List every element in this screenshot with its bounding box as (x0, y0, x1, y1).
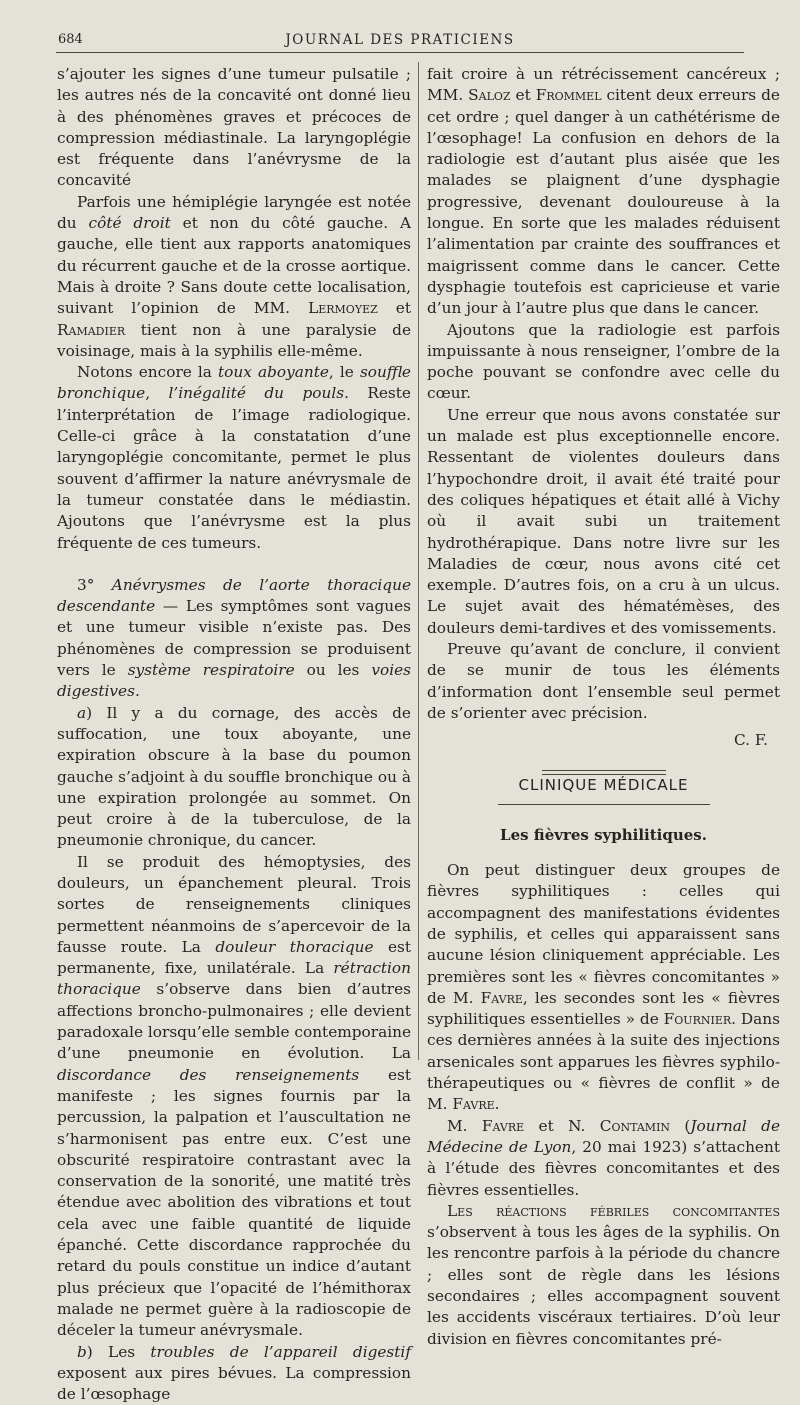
paragraph (427, 1201, 780, 1350)
text-run: fait croire à un rétrécissement cancéreux ; MM. (427, 65, 780, 105)
text-run: ) Les (86, 1342, 151, 1361)
paragraph-gap (57, 554, 411, 575)
text-run: s’ajouter les signes d’une tumeur pulsatile ; les autres nés de la concavité ont donné lieu à des phénomènes graves et précoces de compression médiastinale. La laryngoplégie est fréquente dans l’anévrysme de la concavité (57, 65, 411, 190)
text-run: est manifeste ; les signes fournis par la percussion, la palpation et l’auscultation ne s’harmonisent pas entre eux. C’est une obscurité respiratoire contrastant avec la conservation de la sonorité, une matité très étendue avec abolition des vibrations et tout cela avec une faible quantité de liquide épanché. Cette discordance rapprochée du retard du pouls constitue un indice d’autant plus précieux que l’opacité de l’hémithorax malade ne permet guère à la radioscopie de déceler la tumeur anévrysmale. (57, 1065, 411, 1340)
italic-text: Journal de Médecine de Lyon (427, 1116, 780, 1156)
italic-text: toux aboyante (218, 363, 329, 382)
small-caps-name: Contamin (599, 1116, 671, 1135)
italic-text: troubles de l’appareil digestif (150, 1342, 411, 1361)
paragraph (427, 320, 780, 405)
text-run: et non du côté gauche. A gauche, elle tient aux rapports anatomiques du récurrent gauche et de la crosse aortique. Mais à droite ? Sans doute cette localisation, suivant l’opinion de MM. (57, 214, 411, 318)
text-run: , les secondes sont les « fièvres syphilitiques essentielles » de (427, 988, 780, 1029)
italic-text: système respiratoire (127, 661, 295, 680)
paragraph (57, 1342, 411, 1405)
text-run: Une erreur que nous avons constatée sur un malade est plus exceptionnelle encore. Ressentant de violentes douleurs dans l’hypochondre droit, il avait été traité pour des coliques hépatiques et était allé à Vichy où il avait subi un traitement hydrothérapique. Dans notre livre sur les Maladies de cœur, nous avons cité cet exemple. D’autres fois, on a cru à un ulcus. Le sujet avait des hématémèses, des douleurs demi-tardives et des vomissements. (427, 405, 780, 637)
text-run: , (145, 384, 169, 403)
text-run: 3° (77, 575, 112, 594)
small-caps-name: Favre (452, 1095, 495, 1114)
small-caps-name: Les réactions fébriles concomitantes (447, 1201, 780, 1220)
article-title: Les fièvres syphilitiques. (500, 825, 707, 844)
paragraph (57, 703, 411, 852)
text-run: . (494, 1095, 500, 1114)
text-run: et N. (524, 1116, 600, 1135)
text-run: s’observent à tous les âges de la syphilis. On les rencontre parfois à la période du chancre ; elles sont de règle dans les lésions secondaires ; elles accompagnent souvent les accidents viscéraux tertiaires. D’où leur division en fièvres concomitantes pré- (427, 1223, 780, 1348)
text-run: , 20 mai 1923) s’attachent à l’étude des fièvres concomitantes et des fièvres essentielles. (427, 1137, 780, 1199)
italic-text: b (77, 1342, 87, 1361)
text-run: Parfois une hémiplégie laryngée est notée du (57, 192, 411, 233)
italic-text: rétraction thoracique (57, 959, 411, 999)
small-caps-name: Frommel (535, 86, 602, 105)
paragraph (427, 860, 780, 1116)
text-run: On peut distinguer deux groupes de fièvres syphilitiques : celles qui accompagnent des manifestations évidentes de syphilis, et celles qui apparaissent sans aucune lésion cliniquement appréciable. Les premières sont les « fièvres concomitantes » de M. (427, 861, 780, 1007)
small-caps-name: Favre (480, 988, 523, 1007)
text-run: tient non à une paralysie de voisinage, mais à la syphilis elle-même. (57, 320, 411, 360)
text-run: et (510, 86, 536, 105)
text-run: . Reste l’interprétation de l’image radiologique. Celle-ci grâce à la constatation d’une laryngoplégie concomitante, permet le plus souvent d’affirmer la nature anévrysmale de la tumeur constatée dans le médiastin. Ajoutons que l’anévrysme est la plus fréquente de ces tumeurs. (57, 384, 411, 552)
paragraph (427, 639, 780, 724)
text-run: Il se produit des hémoptysies, des douleurs, un épanchement pleural. Trois sortes de renseignements cliniques permettent néanmoins de s’apercevoir de la fausse route. La (57, 852, 411, 956)
text-run: est permanente, fixe, unilatérale. La (57, 937, 412, 978)
section-heading: CLINIQUE MÉDICALE (518, 775, 689, 794)
italic-text: discordance des renseignements (57, 1065, 360, 1084)
small-caps-name: Favre (481, 1116, 525, 1135)
text-run: ) Il y a du cornage, des accès de suffocation, une toux aboyante, une expiration obscure à la base du poumon gauche s’adjoint à du souffle bronchique ou à une expiration prolongée au sommet. On peut croire à de la tuberculose, de la pneumonie chronique, du cancer. (57, 703, 411, 850)
text-run: . Dans ces dernières années à la suite des injections arsenicales sont apparues les fièvres syphilo-thérapeutiques ou « fièvres de conflit » de M. (427, 1010, 780, 1114)
header-rule (56, 52, 744, 53)
italic-text: l’inégalité du pouls (168, 384, 345, 403)
text-run: ( (670, 1116, 691, 1135)
italic-text: souffle bronchique (57, 363, 411, 403)
text-run: , le (328, 363, 360, 382)
paragraph (57, 575, 411, 703)
text-run: — Les symptômes sont vagues et une tumeur visible n’existe pas. Des phénomènes de compression se produisent vers le (57, 597, 411, 680)
text-run: et (377, 299, 412, 318)
text-run: Preuve qu’avant de conclure, il convient de se munir de tous les éléments d’information dont l’ensemble seul permet de s’orienter avec précision. (427, 640, 780, 722)
paragraph (427, 405, 780, 639)
text-run: ou les (294, 661, 372, 680)
small-caps-name: Saloz (468, 86, 511, 105)
right-column-top (427, 64, 780, 724)
running-head (0, 32, 800, 52)
text-run: citent deux erreurs de cet ordre ; quel danger à un cathétérisme de l’œsophage! La confusion en dehors de la radiologie est d’autant plus aisée que les malades se plaignent d’une dysphagie progressive, devenant douloureuse à la longue. En sorte que les malades réduisent l’alimentation par crainte des souffrances et maigrissent comme dans le cancer. Cette dysphagie toutefois est capricieuse et varie d’un jour à l’autre plus que dans le cancer. (427, 86, 780, 318)
paragraph (427, 64, 780, 320)
paragraph (57, 852, 411, 1342)
page-number: 684 (58, 32, 83, 47)
text-run: . (134, 682, 140, 701)
italic-text: a (77, 703, 87, 722)
right-column-bottom (427, 860, 780, 1350)
small-caps-name: Lermoyez (308, 299, 378, 318)
author-signature: C. F. (734, 731, 768, 750)
italic-text: côté droit (88, 214, 171, 233)
italic-text: douleur thoracique (215, 937, 374, 956)
italic-text: Anévrysmes de l’aorte thoracique descendante (57, 575, 411, 616)
column-divider (418, 62, 419, 1060)
paragraph (57, 362, 411, 554)
text-run: M. (447, 1116, 482, 1135)
section-heading-rule (498, 804, 710, 805)
right-column (427, 64, 780, 1350)
paragraph (57, 64, 411, 192)
text-run: s’observe dans bien d’autres affections broncho-pulmonaires ; elle devient paradoxale lorsqu’elle semble contemporaine d’une pneumonie en évolution. La (57, 980, 411, 1063)
text-run: exposent aux pires bévues. La compression de l’œsophage (57, 1363, 411, 1404)
paragraph (57, 192, 411, 362)
italic-text: voies digestives (57, 661, 411, 701)
text-run: Ajoutons que la radiologie est parfois impuissante à nous renseigner, l’ombre de la poche pouvant se confondre avec celle du cœur. (427, 320, 780, 403)
left-column (57, 64, 411, 1405)
small-caps-name: Fournier (663, 1010, 732, 1029)
journal-title: JOURNAL DES PRATICIENS (285, 32, 515, 48)
small-caps-name: Ramadier (57, 320, 126, 339)
text-run: Notons encore la (77, 363, 219, 382)
paragraph (427, 1116, 780, 1201)
